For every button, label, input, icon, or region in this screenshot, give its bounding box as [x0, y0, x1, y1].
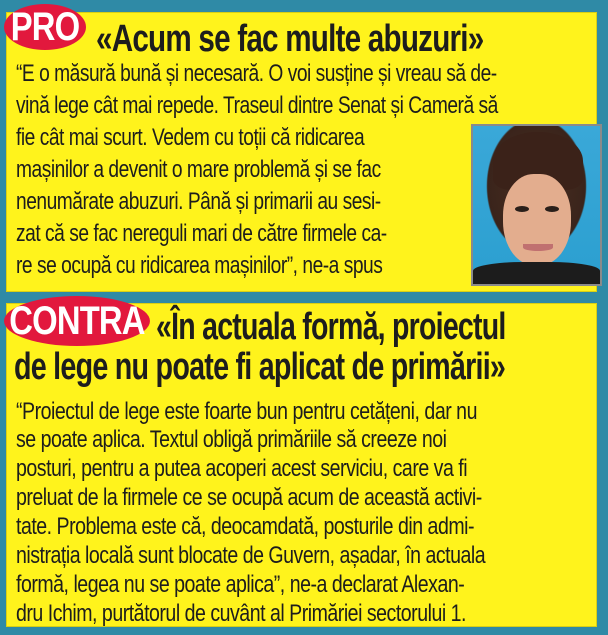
speaker-photo	[471, 124, 602, 286]
photo-shoulders	[473, 262, 600, 284]
contra-quote-line: posturi, pentru a putea acoperi acest serviciu, care va fi	[16, 455, 468, 482]
pro-quote-line: “E o măsură bună și necesară. O voi susține și vreau să de-	[16, 60, 497, 87]
photo-eye	[545, 206, 559, 212]
pro-quote-line: vină lege cât mai repede. Traseul dintre Senat și Cameră să	[16, 92, 498, 119]
contra-quote-line: tate. Problema este că, deocamdată, posturile din admi-	[16, 513, 475, 540]
contra-quote-line: preluat de la firmele ce se ocupă acum de această activi-	[16, 484, 482, 511]
contra-headline-line2: de lege nu poate fi aplicat de primării»	[14, 346, 506, 388]
photo-face	[503, 174, 571, 266]
pro-quote-line: re se ocupă cu ridicarea mașinilor”, ne-a spus	[16, 252, 383, 279]
pro-quote-line: fie cât mai scurt. Vedem cu toții că ridicarea	[16, 124, 365, 151]
contra-quote-line: dru Ichim, purtătorul de cuvânt al Primăriei sectorului 1.	[16, 600, 466, 627]
contra-quote-line: nistrația locală sunt blocate de Guvern, așadar, în actuala	[16, 542, 486, 569]
pro-headline: «Acum se fac multe abuzuri»	[96, 18, 484, 60]
photo-mouth	[523, 244, 553, 251]
pro-quote-line: nenumărate abuzuri. Până și primarii au sesi-	[16, 188, 381, 215]
pro-badge: PRO	[4, 4, 86, 50]
contra-quote-line: se poate aplica. Textul obligă primăriile să creeze noi	[16, 426, 447, 453]
contra-quote-line: formă, legea nu se poate aplica”, ne-a declarat Alexan-	[16, 571, 465, 598]
photo-eye	[515, 206, 529, 212]
pro-quote-line: zat că se fac nereguli mari de către firmele ca-	[16, 220, 387, 247]
contra-badge: CONTRA	[4, 296, 150, 346]
contra-quote-line: “Proiectul de lege este foarte bun pentru cetățeni, dar nu	[16, 398, 477, 425]
contra-headline-line1: «În actuala formă, proiectul	[156, 306, 506, 348]
pro-quote-line: mașinilor a devenit o mare problemă și se fac	[16, 156, 381, 183]
